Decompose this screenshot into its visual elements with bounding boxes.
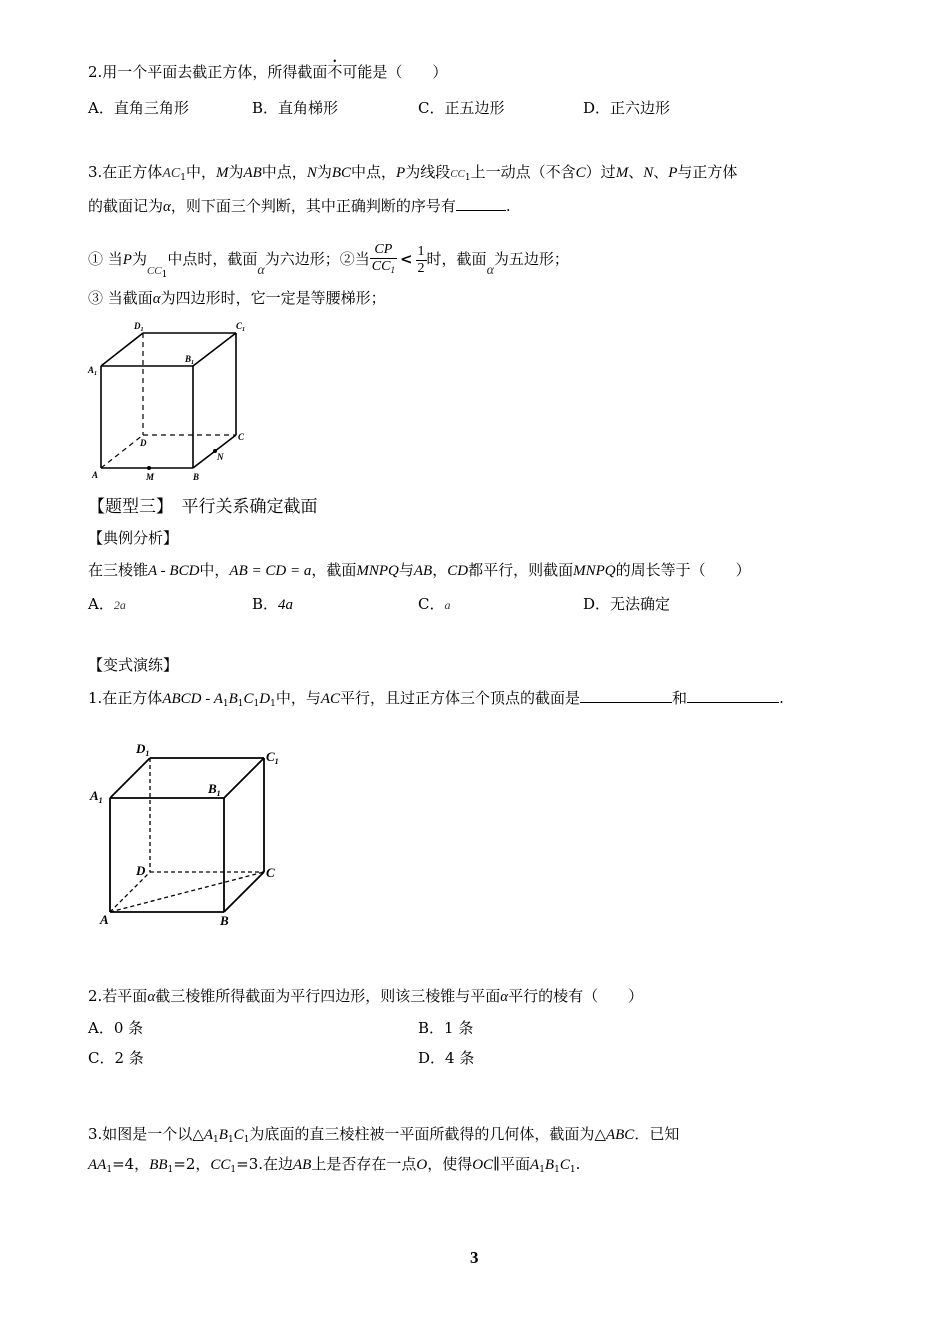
q3-line4: ③ 当截面α为四边形时，它一定是等腰梯形； [88,289,386,307]
point-m [147,466,151,470]
svg-text:D: D [136,863,146,878]
q2-option-b: B．直角梯形 [252,99,339,117]
svg-text:B1: $B_1$ [185,354,195,366]
q2-option-d: D．正六边形 [583,99,671,117]
edge-ad-hidden [101,435,143,468]
svg-text:C: C [238,432,245,442]
q2-option-a: A．直角三角形 [88,99,189,117]
svg-text:D: D [140,438,147,448]
example-option-d: D．无法确定 [583,595,671,613]
variant-q1: 1.在正方体ABCD - $A_1B_1C_1D_1$中，与AC平行，且过正方体三个顶点的截面是 和 . [88,689,784,709]
analysis-heading: 【典例分析】 [88,529,179,547]
diagonal-ac [110,872,264,912]
example-stem: 在三棱锥A - BCD中，AB = CD = a，截面MNPQ与AB，CD都平行，则截面MNPQ的周长等于（ ） [88,561,751,579]
q3-line1: 3.在正方体$AC_1$中，M为AB中点，N为BC中点，P为线段$CC_1$上一动点（不含C）过M、N、P与正方体 [88,163,738,183]
svg-text:C: C [266,865,275,880]
svg-text:C1: $C_1$ [236,321,246,333]
svg-text:B1: $B_1$ [208,781,221,798]
emphasis-char: 不 [327,63,343,81]
answer-blank-2[interactable] [687,688,779,703]
q2-stem: 2.用一个平面去截正方体，所得截面不可能是（ ） [88,63,448,81]
variant-heading: 【变式演练】 [88,656,179,674]
edge-a1d1 [101,333,143,366]
page-number: 3 [470,1248,479,1267]
answer-blank[interactable] [456,196,506,211]
example-option-a: A．2a [88,595,126,613]
svg-text:B: B [193,472,200,482]
variant-q3-line2: $AA_1=4$，$BB_1=2$，$CC_1=3$.在边AB上是否存在一点O，使得OC∥平面$A_1B_1C_1$. [88,1155,581,1175]
section-title: 【题型三】 平行关系确定截面 [88,497,318,517]
svg-text:A1: $A_1$ [88,365,98,377]
variant-q2-option-a: A．0 条 [88,1019,144,1037]
svg-text:D1: $D_1$ [136,741,150,758]
cube-figure-1 [86,318,256,488]
variant-q2-option-c: C．2 条 [88,1049,144,1067]
fraction-half: $\frac{1}{2}$ [417,243,425,276]
cube-figure-2 [88,736,288,932]
svg-text:A1: $A_1$ [90,788,103,805]
q3-line2: 的截面记为α，则下面三个判断，其中正确判断的序号有 . [88,197,511,215]
variant-q2-option-b: B．1 条 [418,1019,474,1037]
svg-text:A: A [92,470,99,480]
q3-line3: ① 当P为$_{CC1}$中点时，截面α为六边形；②当 $\frac{CP}{CC_1}$ < $\frac{1}{2}$ 时，截面α为五边形； [88,242,569,280]
svg-text:M: M [146,472,155,482]
variant-q2-option-d: D．4 条 [418,1049,475,1067]
svg-text:B: B [220,913,229,928]
answer-blank-1[interactable] [580,688,672,703]
fraction-cp-cc1: $\frac{CP}{CC_1}$ [371,242,395,275]
example-option-b: B．4a [252,595,294,613]
q2-option-c: C．正五边形 [418,99,505,117]
svg-text:N: N [217,452,224,462]
svg-text:C1: $C_1$ [266,749,279,766]
edge-b1c1 [193,333,236,366]
svg-text:D1: $D_1$ [134,321,144,333]
variant-q2-stem: 2.若平面α截三棱锥所得截面为平行四边形，则该三棱锥与平面α平行的棱有（ ） [88,987,644,1005]
svg-text:A: A [100,912,109,927]
example-option-c: C．a [418,595,451,613]
variant-q3-line1: 3.如图是一个以$\triangle A_1B_1C_1$为底面的直三棱柱被一平面所截得的几何体，截面为△ABC．已知 [88,1125,680,1145]
